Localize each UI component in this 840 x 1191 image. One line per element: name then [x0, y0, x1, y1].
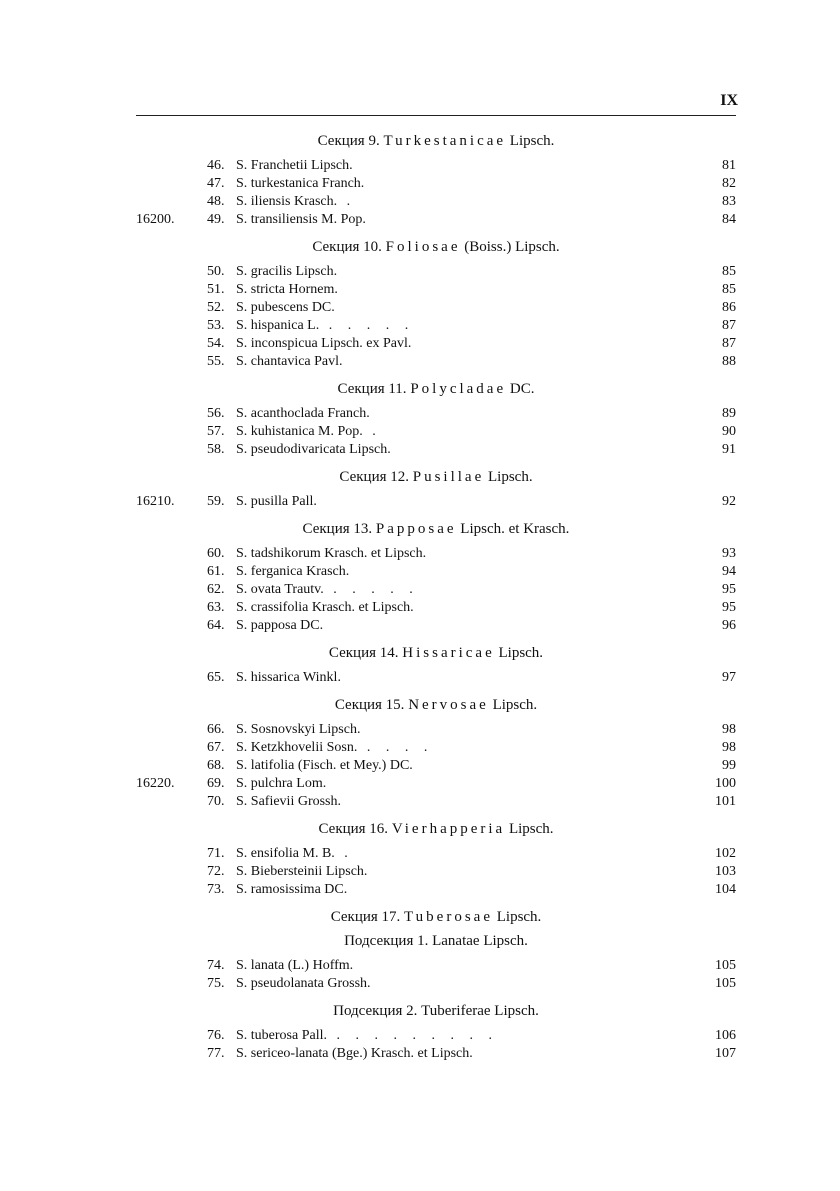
page-ref: 97: [722, 670, 736, 685]
section-title: Foliosae: [385, 239, 461, 255]
entry-number: 47.: [207, 176, 225, 191]
species-name: S. Franchetii Lipsch.: [236, 158, 353, 173]
list-item: [136, 263, 736, 281]
section-author: (Boiss.) Lipsch.: [464, 239, 560, 255]
species-name: S. Biebersteinii Lipsch.: [236, 864, 368, 879]
list-item: [136, 317, 736, 335]
section-prefix: Секция 12.: [339, 469, 409, 485]
list-item: [136, 335, 736, 353]
entry-number: 50.: [207, 264, 225, 279]
species-name-wrap: [236, 1027, 498, 1045]
entry-number: 75.: [207, 976, 225, 991]
section-author: Lanatae Lipsch.: [432, 933, 528, 949]
page-ref: 81: [722, 158, 736, 173]
species-name: S. sericeo-lanata (Bge.) Krasch. et Lipsch.: [236, 1046, 473, 1061]
list-item: [136, 669, 736, 687]
species-name: S. ovata Trautv.: [236, 582, 324, 597]
table-of-contents: [136, 129, 736, 1063]
section-author: Lipsch.: [496, 909, 542, 925]
species-name: S. ramosissima DC.: [236, 882, 348, 897]
list-item: [136, 721, 736, 739]
section-title: Polycladae: [410, 381, 507, 397]
section-heading: [136, 641, 736, 665]
section-heading: [136, 517, 736, 541]
entry-number: 64.: [207, 618, 225, 633]
entry-number: 57.: [207, 424, 225, 439]
leader-dots: .: [362, 424, 382, 439]
entry-number: 63.: [207, 600, 225, 615]
page-ref: 93: [722, 546, 736, 561]
species-name: S. chantavica Pavl.: [236, 354, 343, 369]
list-item: [136, 193, 736, 211]
list-item: [136, 617, 736, 635]
entry-list: [136, 845, 736, 899]
page-number: IX: [720, 92, 738, 109]
entry-number: 71.: [207, 846, 225, 861]
list-item: [136, 581, 736, 599]
section-prefix: Секция 14.: [328, 645, 399, 661]
entry-code: 16210.: [136, 494, 175, 509]
species-name: S. pusilla Pall.: [236, 494, 317, 509]
section-prefix: Секция 13.: [302, 521, 373, 537]
section-prefix: Подсекция 1.: [344, 933, 429, 949]
species-name: S. papposa DC.: [236, 618, 324, 633]
entry-number: 58.: [207, 442, 225, 457]
entry-number: 69.: [207, 776, 225, 791]
entry-code: 16220.: [136, 776, 175, 791]
section-prefix: Секция 15.: [334, 697, 405, 713]
header-rule: [136, 115, 736, 116]
section-heading: [136, 693, 736, 717]
list-item: [136, 1045, 736, 1063]
list-item: [136, 281, 736, 299]
list-item: [136, 863, 736, 881]
entry-list: [136, 545, 736, 635]
list-item: [136, 739, 736, 757]
species-name: S. tadshikorum Krasch. et Lipsch.: [236, 546, 427, 561]
species-name: S. tuberosa Pall.: [236, 1028, 327, 1043]
section-prefix: Секция 9.: [317, 133, 380, 149]
list-item: [136, 845, 736, 863]
page-ref: 92: [722, 494, 736, 509]
entry-list: [136, 263, 736, 371]
entry-list: [136, 957, 736, 993]
entry-number: 49.: [207, 212, 225, 227]
section-author: Lipsch.: [498, 645, 544, 661]
species-name: S. pubescens DC.: [236, 300, 335, 315]
list-item: [136, 353, 736, 371]
species-name-wrap: [236, 193, 356, 211]
list-item: [136, 975, 736, 993]
list-item: [136, 793, 736, 811]
section-prefix: Секция 16.: [318, 821, 389, 837]
species-name-wrap: [236, 845, 354, 863]
page-ref: 87: [722, 318, 736, 333]
page-ref: 88: [722, 354, 736, 369]
entry-number: 68.: [207, 758, 225, 773]
list-item: [136, 545, 736, 563]
species-name-wrap: [236, 317, 414, 335]
species-name: S. Sosnovskyi Lipsch.: [236, 722, 361, 737]
section-heading: [136, 129, 736, 153]
species-name: S. stricta Hornem.: [236, 282, 338, 297]
page-ref: 98: [722, 740, 736, 755]
species-name: S. gracilis Lipsch.: [236, 264, 338, 279]
list-item: [136, 599, 736, 617]
page-ref: 105: [715, 958, 736, 973]
species-name: S. ensifolia M. B.: [236, 846, 335, 861]
page-ref: 95: [722, 600, 736, 615]
page-ref: 107: [715, 1046, 736, 1061]
page-ref: 106: [715, 1028, 736, 1043]
section-prefix: Подсекция 2.: [333, 1003, 418, 1019]
list-item: [136, 423, 736, 441]
list-item: [136, 405, 736, 423]
entry-number: 60.: [207, 546, 225, 561]
species-name: S. lanata (L.) Hoffm.: [236, 958, 354, 973]
entry-number: 74.: [207, 958, 225, 973]
section-author: Tuberiferae Lipsch.: [421, 1003, 539, 1019]
species-name: S. Safievii Grossh.: [236, 794, 341, 809]
page-ref: 101: [715, 794, 736, 809]
section-prefix: Секция 17.: [330, 909, 401, 925]
list-item: [136, 775, 736, 793]
list-item: [136, 493, 736, 511]
page-ref: 85: [722, 264, 736, 279]
section-author: Lipsch. et Krasch.: [460, 521, 570, 537]
section-author: Lipsch.: [492, 697, 538, 713]
entry-list: [136, 157, 736, 229]
section-author: DC.: [509, 381, 535, 397]
entry-number: 59.: [207, 494, 225, 509]
list-item: [136, 299, 736, 317]
page-ref: 94: [722, 564, 736, 579]
section-title: Pusillae: [412, 469, 485, 485]
entry-number: 52.: [207, 300, 225, 315]
section-author: Lipsch.: [508, 821, 554, 837]
leader-dots: . . . .: [357, 740, 434, 755]
page-ref: 91: [722, 442, 736, 457]
page-ref: 99: [722, 758, 736, 773]
section-heading: [136, 377, 736, 401]
section-author: Lipsch.: [488, 469, 533, 485]
list-item: [136, 157, 736, 175]
subsection-heading: [136, 999, 736, 1023]
species-name: S. pseudolanata Grossh.: [236, 976, 371, 991]
list-item: [136, 563, 736, 581]
section-title: Hissaricae: [402, 645, 495, 661]
species-name: S. kuhistanica M. Pop.: [236, 424, 363, 439]
species-name-wrap: [236, 739, 433, 757]
species-name: S. pulchra Lom.: [236, 776, 327, 791]
species-name-wrap: [236, 581, 419, 599]
page-ref: 82: [722, 176, 736, 191]
species-name: S. hispanica L.: [236, 318, 320, 333]
section-title: Papposae: [375, 521, 457, 537]
entry-number: 67.: [207, 740, 225, 755]
species-name: S. transiliensis M. Pop.: [236, 212, 366, 227]
page-ref: 98: [722, 722, 736, 737]
entry-number: 73.: [207, 882, 225, 897]
list-item: [136, 1027, 736, 1045]
page-ref: 90: [722, 424, 736, 439]
species-name: S. turkestanica Franch.: [236, 176, 365, 191]
list-item: [136, 175, 736, 193]
section-prefix: Секция 11.: [337, 381, 407, 397]
species-name: S. inconspicua Lipsch. ex Pavl.: [236, 336, 412, 351]
entry-list: [136, 669, 736, 687]
section-heading: [136, 235, 736, 259]
entry-number: 62.: [207, 582, 225, 597]
species-name: S. latifolia (Fisch. et Mey.) DC.: [236, 758, 413, 773]
leader-dots: .: [334, 846, 354, 861]
entry-list: [136, 405, 736, 459]
species-name: S. Ketzkhovelii Sosn.: [236, 740, 358, 755]
page-ref: 102: [715, 846, 736, 861]
page-ref: 84: [722, 212, 736, 227]
species-name: S. ferganica Krasch.: [236, 564, 350, 579]
list-item: [136, 881, 736, 899]
subsection-heading: [136, 929, 736, 953]
entry-number: 61.: [207, 564, 225, 579]
entry-number: 48.: [207, 194, 225, 209]
page-ref: 104: [715, 882, 736, 897]
entry-list: [136, 493, 736, 511]
list-item: [136, 211, 736, 229]
entry-number: 55.: [207, 354, 225, 369]
entry-number: 56.: [207, 406, 225, 421]
species-name: S. iliensis Krasch.: [236, 194, 338, 209]
entry-number: 54.: [207, 336, 225, 351]
entry-number: 46.: [207, 158, 225, 173]
entry-number: 51.: [207, 282, 225, 297]
entry-number: 66.: [207, 722, 225, 737]
page-ref: 105: [715, 976, 736, 991]
species-name: S. acanthoclada Franch.: [236, 406, 370, 421]
section-heading: [136, 465, 736, 489]
page-ref: 85: [722, 282, 736, 297]
entry-code: 16200.: [136, 212, 175, 227]
species-name: S. hissarica Winkl.: [236, 670, 341, 685]
section-author: Lipsch.: [509, 133, 555, 149]
entry-number: 65.: [207, 670, 225, 685]
section-title: Tuberosae: [404, 909, 493, 925]
page-ref: 95: [722, 582, 736, 597]
species-name: S. pseudodivaricata Lipsch.: [236, 442, 391, 457]
leader-dots: . . . . .: [323, 582, 419, 597]
page-ref: 89: [722, 406, 736, 421]
entry-number: 53.: [207, 318, 225, 333]
section-title: Turkestanicae: [383, 133, 507, 149]
section-heading: [136, 817, 736, 841]
leader-dots: . . . . .: [319, 318, 415, 333]
leader-dots: .: [337, 194, 357, 209]
entry-number: 72.: [207, 864, 225, 879]
page-ref: 100: [715, 776, 736, 791]
entry-number: 77.: [207, 1046, 225, 1061]
page-ref: 87: [722, 336, 736, 351]
entry-number: 70.: [207, 794, 225, 809]
page-ref: 86: [722, 300, 736, 315]
page-ref: 96: [722, 618, 736, 633]
page-ref: 83: [722, 194, 736, 209]
species-name-wrap: [236, 423, 382, 441]
entry-list: [136, 721, 736, 811]
list-item: [136, 757, 736, 775]
list-item: [136, 957, 736, 975]
section-heading: [136, 905, 736, 929]
leader-dots: . . . . . . . . .: [327, 1028, 498, 1043]
list-item: [136, 441, 736, 459]
species-name: S. crassifolia Krasch. et Lipsch.: [236, 600, 414, 615]
section-prefix: Секция 10.: [312, 239, 382, 255]
entry-list: [136, 1027, 736, 1063]
section-title: Vierhapperia: [391, 821, 506, 837]
entry-number: 76.: [207, 1028, 225, 1043]
page-ref: 103: [715, 864, 736, 879]
section-title: Nervosae: [408, 697, 489, 713]
